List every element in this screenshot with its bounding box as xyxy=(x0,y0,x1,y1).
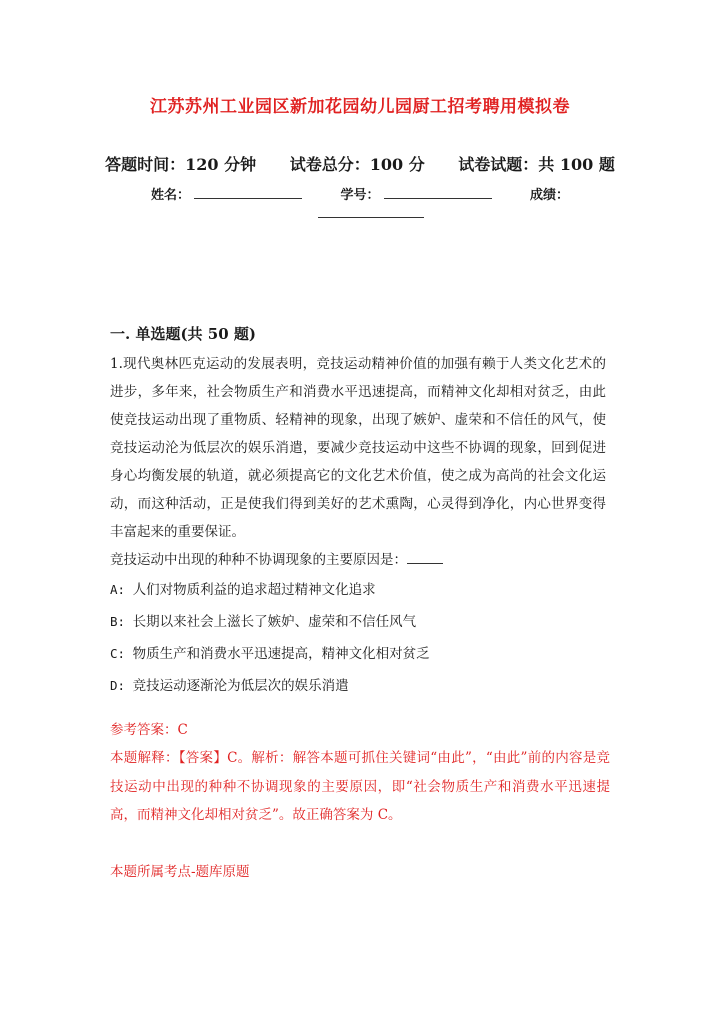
score-blank xyxy=(318,207,424,218)
option-d xyxy=(110,670,606,702)
exam-time: 答题时间：120 分钟 xyxy=(105,155,257,174)
option-key: D: xyxy=(110,678,126,693)
exam-question-count: 试卷试题：共 100 题 xyxy=(458,155,615,174)
student-info xyxy=(0,184,720,203)
option-text: 竞技运动逐渐沦为低层次的娱乐消遣 xyxy=(132,678,349,694)
section-title: 一. 单选题(共 50 题) xyxy=(110,325,256,343)
exam-title: 江苏苏州工业园区新加花园幼儿园厨工招考聘用模拟卷 xyxy=(150,97,570,117)
question-stem: 竞技运动中出现的种种不协调现象的主要原因是： xyxy=(110,552,407,568)
name-label: 姓名： xyxy=(150,188,190,203)
name-blank xyxy=(194,186,302,199)
option-text: 物质生产和消费水平迅速提高，精神文化相对贫乏 xyxy=(132,646,430,662)
option-key: A: xyxy=(110,582,126,597)
question-block xyxy=(110,350,606,702)
option-key: B: xyxy=(110,614,126,629)
exam-meta xyxy=(0,152,720,175)
id-label: 学号： xyxy=(340,188,380,203)
option-b xyxy=(110,606,606,638)
id-blank xyxy=(384,186,492,199)
knowledge-point: 本题所属考点-题库原题 xyxy=(110,864,250,880)
reference-answer: 参考答案：C xyxy=(110,722,188,738)
option-a xyxy=(110,574,606,606)
option-key: C: xyxy=(110,646,126,661)
answer-explanation: 本题解释：【答案】C。解析：解答本题可抓住关键词“由此”，“由此”前的内容是竞技运动中出现的种种不协调现象的主要原因，即“社会物质生产和消费水平迅速提高，而精神文化却相对贫乏”。故正确答案为 C。 xyxy=(110,750,610,823)
option-text: 长期以来社会上滋长了嫉妒、虚荣和不信任风气 xyxy=(132,614,417,630)
question-passage: 1.现代奥林匹克运动的发展表明，竞技运动精神价值的加强有赖于人类文化艺术的进步，多年来，社会物质生产和消费水平迅速提高，而精神文化却相对贫乏，由此使竞技运动出现了重物质、轻精神的现象，出现了嫉妒、虚荣和不信任的风气，使竞技运动沦为低层次的娱乐消遣，要减少竞技运动中这些不协调的现象，回到促进身心均衡发展的轨道，就必须提高它的文化艺术价值，使之成为高尚的社会文化运动，而这种活动，正是使我们得到美好的艺术熏陶，心灵得到净化，内心世界变得丰富起来的重要保证。 xyxy=(110,356,606,540)
score-label: 成绩： xyxy=(530,188,570,203)
exam-total-score: 试卷总分：100 分 xyxy=(289,155,425,174)
answer-blank xyxy=(407,551,443,564)
option-c xyxy=(110,638,606,670)
question-stem-line xyxy=(110,546,606,574)
option-text: 人们对物质利益的追求超过精神文化追求 xyxy=(132,582,376,598)
